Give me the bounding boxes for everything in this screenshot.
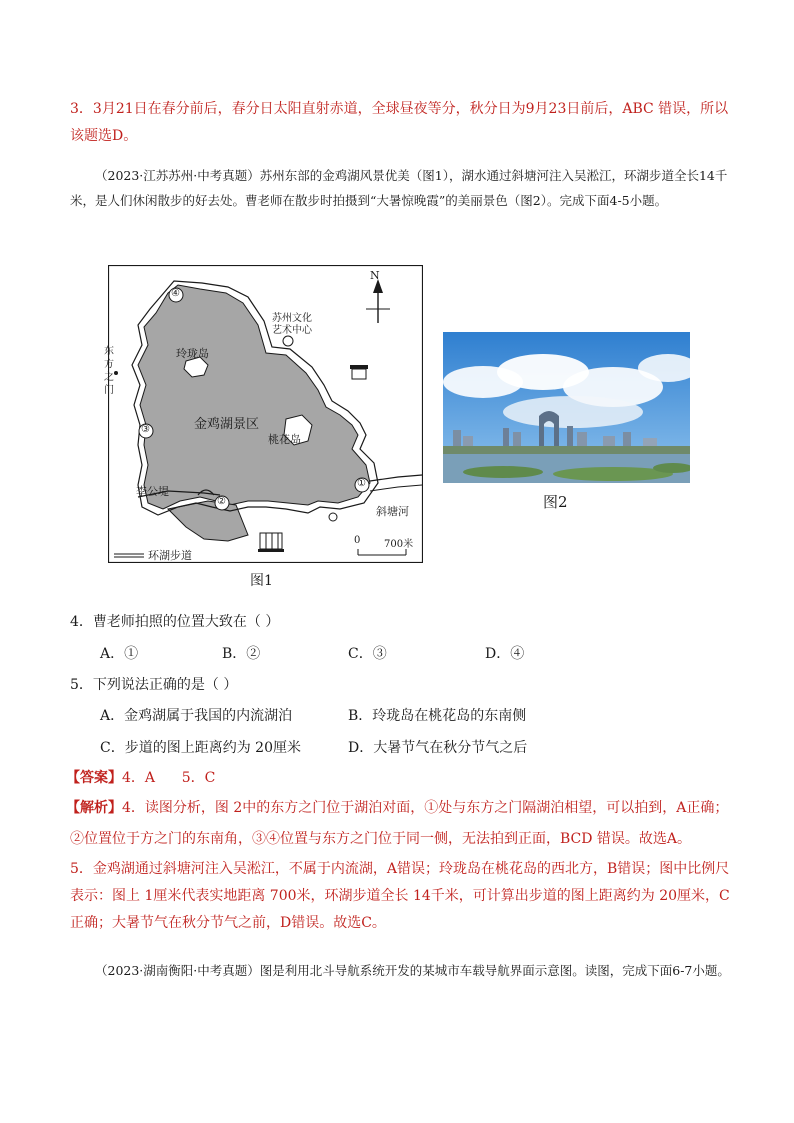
analysis-text-1: 4．读图分析，图 2中的东方之门位于湖泊对面，①处与东方之门隔湖泊相望，可以拍到，A正确； <box>122 800 729 816</box>
q5-option-b: B．玲珑岛在桃花岛的东南侧 <box>348 708 527 724</box>
q3-explanation: 3．3月21日在春分前后，春分日太阳直射赤道，全球昼夜等分，秋分日为9月23日前后，ABC 错误，所以该题选D。 <box>70 101 729 144</box>
q4-option-b: B．② <box>222 646 261 662</box>
answer-label: 【答案】 <box>66 770 122 786</box>
xietang-river-label: 斜塘河 <box>376 505 409 518</box>
figure2-caption: 图2 <box>543 493 568 511</box>
question-intro-4-5: （2023·江苏苏州·中考真题）苏州东部的金鸡湖风景优美（图1），湖水通过斜塘河注入吴淞江，环湖步道全长14千米，是人们休闲散步的好去处。曹老师在散步时拍摄到“大暑惊晚霞”的美丽景色（图2）。完成下面4-5小题。 <box>70 168 728 208</box>
building-icon <box>350 365 368 379</box>
scale-zero-label: 0 <box>354 535 361 546</box>
analysis-line-1 <box>66 797 736 817</box>
ligongdi-label: 李公堤 <box>136 485 169 498</box>
answer-text: 4．A 5．C <box>122 770 216 786</box>
figure1-map <box>104 265 423 563</box>
east-gate-label-4: 门 <box>104 385 114 396</box>
point-1-label: ① <box>357 478 366 489</box>
north-label: N <box>370 269 380 282</box>
east-gate-label-3: 之 <box>104 372 114 383</box>
culture-center-label-2: 艺术中心 <box>272 325 312 336</box>
analysis-label: 【解析】 <box>66 800 122 816</box>
question-5-stem: 5．下列说法正确的是（ ） <box>70 677 238 693</box>
question-intro-6-7: （2023·湖南衡阳·中考真题）图是利用北斗导航系统开发的某城市车载导航界面示意图。读图，完成下面6-7小题。 <box>95 963 730 978</box>
east-gate-label-2: 方 <box>104 359 114 370</box>
answer-line <box>66 767 215 787</box>
legend-walkway-label: 环湖步道 <box>148 549 192 562</box>
taohua-island-label: 桃花岛 <box>268 433 301 446</box>
linglong-island-label: 玲珑岛 <box>176 347 209 360</box>
q4-option-c: C．③ <box>348 646 387 662</box>
east-gate-label-1: 东 <box>104 346 114 357</box>
skyline-photo-svg <box>443 332 690 483</box>
figure2-photo <box>443 332 690 483</box>
point-3-label: ③ <box>141 424 150 435</box>
scale-distance-label: 700米 <box>384 539 414 550</box>
poi-dot <box>329 513 337 521</box>
q5-option-c: C．步道的图上距离约为 20厘米 <box>100 740 301 756</box>
culture-center-label-1: 苏州文化 <box>272 313 312 324</box>
figure1-caption: 图1 <box>250 573 273 589</box>
question-4-stem: 4．曹老师拍照的位置大致在（ ） <box>70 614 280 630</box>
point-2-label: ② <box>217 496 226 507</box>
culture-center-icon <box>283 336 293 346</box>
analysis-q5: 5．金鸡湖通过斜塘河注入吴淞江，不属于内流湖，A错误；玲珑岛在桃花岛的西北方，B错误；图中比例尺表示：图上 1厘米代表实地距离 700米，环湖步道全长 14千米，可计算出步道的图上距离约为 20厘米，C正确；大暑节气在秋分节气之前，D错误。故选C。 <box>70 861 730 931</box>
q5-option-a: A．金鸡湖属于我国的内流湖泊 <box>100 708 293 724</box>
building-icon <box>258 533 284 552</box>
analysis-text-2: ②位置位于方之门的东南角，③④位置与东方之门位于同一侧，无法拍到正面，BCD 错误。故选A。 <box>70 831 692 847</box>
q4-option-d: D．④ <box>485 646 525 662</box>
point-4-label: ④ <box>171 288 180 299</box>
q5-option-d: D．大暑节气在秋分节气之后 <box>348 740 528 756</box>
scenic-area-label: 金鸡湖景区 <box>194 417 260 432</box>
q4-option-a: A．① <box>100 646 139 662</box>
